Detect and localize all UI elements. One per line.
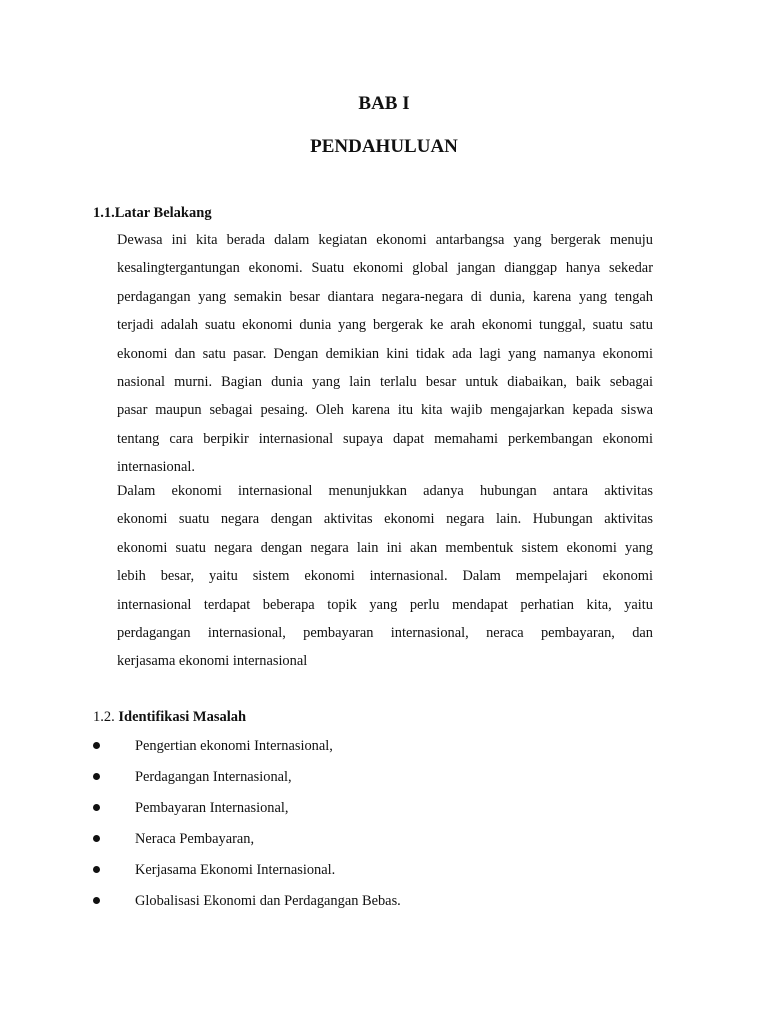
chapter-number: BAB I <box>358 93 410 114</box>
section-title: Identifikasi Masalah <box>118 709 247 725</box>
chapter-title: PENDAHULUAN <box>310 136 458 157</box>
list-item-text: Neraca Pembayaran, <box>135 831 255 847</box>
paragraph-line: lebih besar, yaitu sistem ekonomi internasional. Dalam mempelajari ekonomi <box>117 568 653 585</box>
paragraph-line: terjadi adalah suatu ekonomi dunia yang bergerak ke arah ekonomi tunggal, suatu satu <box>117 317 653 334</box>
paragraph-line: ekonomi suatu negara dengan negara lain ini akan membentuk sistem ekonomi yang <box>117 539 653 556</box>
bullet-icon <box>93 835 100 842</box>
section-heading-text: 1.1.Latar Belakang <box>93 205 212 221</box>
list-item-text: Pembayaran Internasional, <box>135 800 289 816</box>
paragraph-line: tentang cara berpikir internasional supaya dapat memahami perkembangan ekonomi <box>117 430 653 447</box>
paragraph-2 <box>117 477 653 676</box>
paragraph-line: internasional terdapat beberapa topik yang perlu mendapat perhatian kita, yaitu <box>117 596 653 613</box>
bullet-icon <box>93 742 100 749</box>
list-item-text: Pengertian ekonomi Internasional, <box>135 738 333 754</box>
list-item-text: Globalisasi Ekonomi dan Perdagangan Bebas. <box>135 893 401 909</box>
bullet-icon <box>93 773 100 780</box>
section-heading-latar-belakang <box>93 204 212 222</box>
paragraph-line: Dewasa ini kita berada dalam kegiatan ekonomi antarbangsa yang bergerak menuju <box>117 232 653 248</box>
paragraph-line: ekonomi dan satu pasar. Dengan demikian kini tidak ada lagi yang namanya ekonomi <box>117 345 653 362</box>
paragraph-line: kerjasama ekonomi internasional <box>117 653 308 670</box>
bullet-icon <box>93 866 100 873</box>
section-heading-identifikasi-masalah <box>93 708 246 726</box>
list-item-text: Perdagangan Internasional, <box>135 769 292 785</box>
paragraph-line: Dalam ekonomi internasional menunjukkan adanya hubungan antara aktivitas <box>117 483 653 499</box>
bullet-icon <box>93 804 100 811</box>
paragraph-1 <box>117 226 653 482</box>
list-item-text: Kerjasama Ekonomi Internasional. <box>135 862 336 878</box>
paragraph-line: perdagangan yang semakin besar diantara negara-negara di dunia, karena yang tengah <box>117 288 653 305</box>
paragraph-line: internasional. <box>117 459 195 476</box>
paragraph-line: kesalingtergantungan ekonomi. Suatu ekonomi global jangan dianggap hanya sekedar <box>117 260 653 277</box>
paragraph-line: nasional murni. Bagian dunia yang lain terlalu besar untuk diabaikan, baik sebagai <box>117 373 653 390</box>
paragraph-line: perdagangan internasional, pembayaran internasional, neraca pembayaran, dan <box>117 624 653 641</box>
paragraph-line: ekonomi suatu negara dengan aktivitas ekonomi negara lain. Hubungan aktivitas <box>117 511 653 528</box>
section-number: 1.2. <box>93 709 115 725</box>
paragraph-line: pasar maupun sebagai pesaing. Oleh karena itu kita wajib mengajarkan kepada siswa <box>117 402 653 419</box>
bullet-icon <box>93 897 100 904</box>
